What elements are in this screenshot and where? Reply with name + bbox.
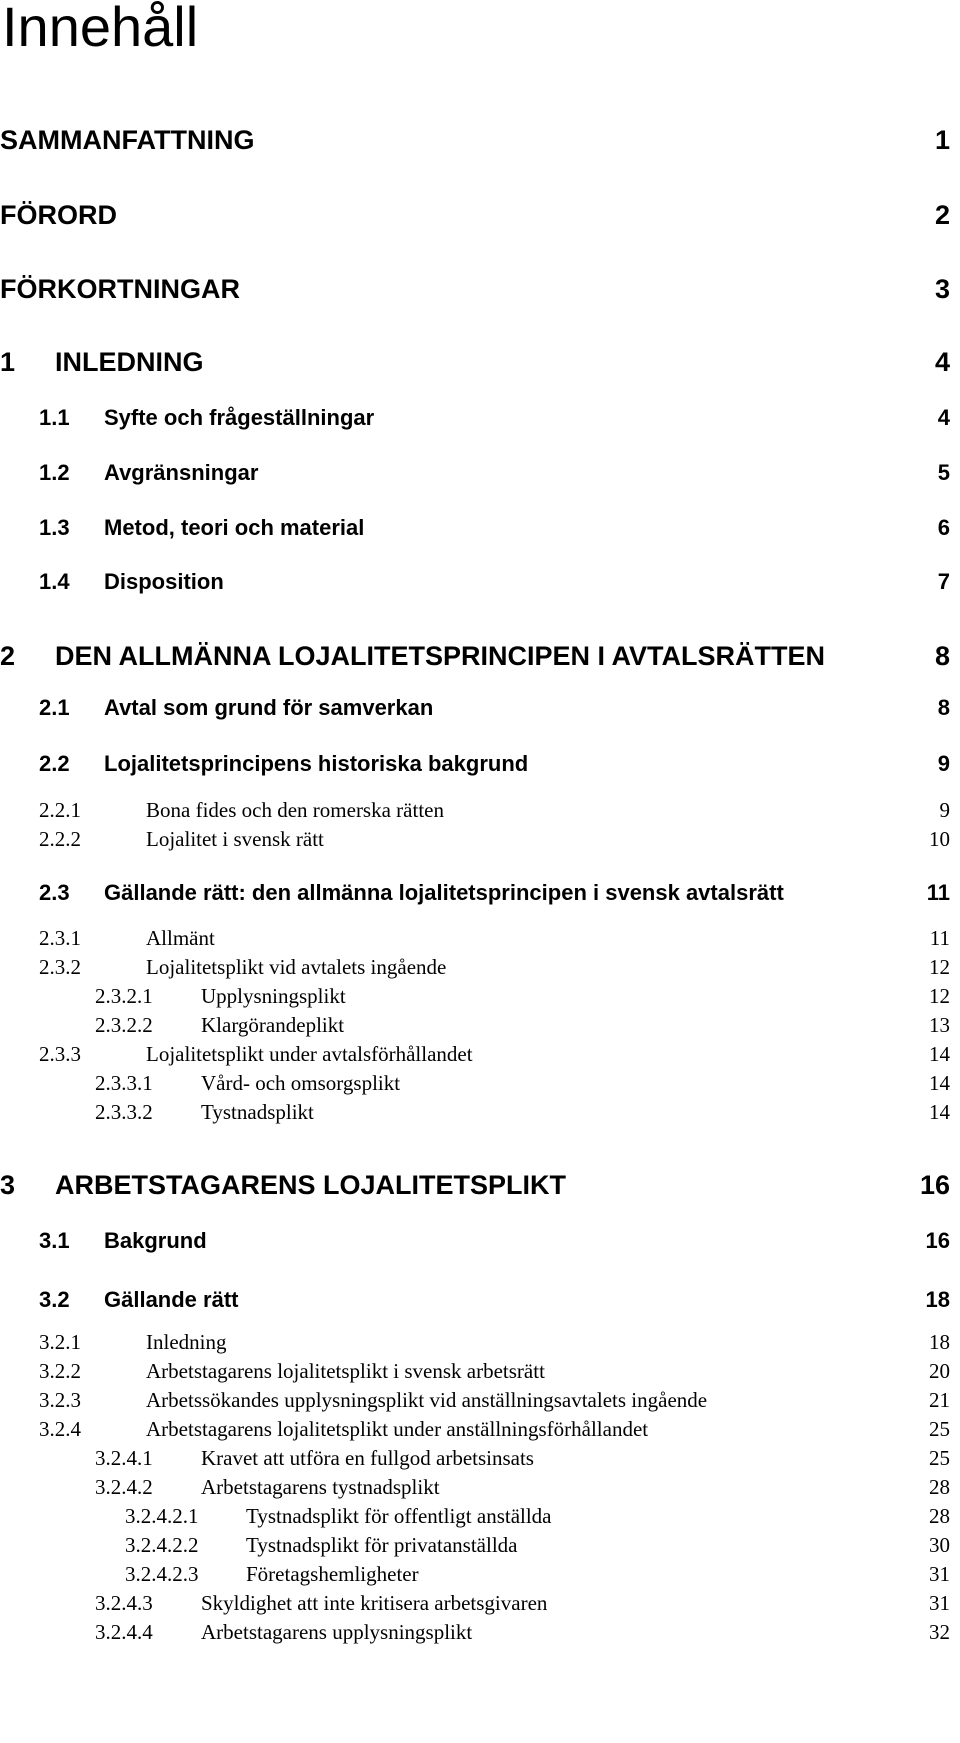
toc-entry-title: Vård- och omsorgsplikt [201,1071,401,1095]
toc-entry-page: 11 [926,880,950,905]
toc-entry[interactable] [0,459,950,487]
toc-entry[interactable] [0,983,950,1009]
toc-entry-title: Avgränsningar [104,460,259,485]
toc-entry-number: 3.2.4.3 [95,1591,153,1615]
page-title: Innehåll [2,0,199,58]
toc-entry-number: 3.2.1 [39,1330,81,1354]
toc-entry[interactable] [0,1329,950,1355]
toc-entry-page: 7 [937,569,950,594]
toc-entry[interactable] [0,404,950,432]
toc-entry[interactable] [0,1416,950,1442]
toc-entry-title: Lojalitet i svensk rätt [146,827,324,851]
toc-entry-title: Tystnadsplikt för privatanställda [246,1533,518,1557]
toc-entry[interactable] [0,1041,950,1067]
toc-entry-page: 6 [937,515,950,540]
toc-entry-number: 2.3.3.1 [95,1071,153,1095]
toc-entry-title: Skyldighet att inte kritisera arbetsgivaren [201,1591,548,1615]
toc-entry[interactable] [0,272,950,306]
toc-entry-number: 3 [0,1170,16,1200]
toc-entry-title: Inledning [146,1330,227,1354]
toc-entry-page: 18 [925,1287,950,1312]
toc-entry[interactable] [0,694,950,722]
toc-entry-number: 2.3.2.1 [95,984,153,1008]
toc-entry[interactable] [0,123,950,157]
toc-entry-number: 2 [0,641,16,671]
toc-entry-number: 3.2.4.2.3 [125,1562,199,1586]
toc-entry[interactable] [0,1070,950,1096]
toc-entry-number: 2.2.2 [39,827,81,851]
toc-entry-page: 13 [929,1013,950,1037]
toc-entry-page: 28 [929,1475,950,1499]
toc-entry-title: Arbetstagarens lojalitetsplikt under anställningsförhållandet [146,1417,649,1441]
toc-entry-page: 31 [929,1591,950,1615]
toc-entry-number: 1.1 [39,405,70,430]
toc-entry-title: Lojalitetsprincipens historiska bakgrund [104,751,529,776]
toc-entry[interactable] [0,750,950,778]
toc-entry-title: ARBETSTAGARENS LOJALITETSPLIKT [55,1170,567,1200]
toc-entry-page: 9 [937,751,950,776]
toc-entry-title: Lojalitetsplikt vid avtalets ingående [146,955,447,979]
toc-entry-page: 1 [934,125,950,155]
toc-entry-page: 25 [929,1417,950,1441]
toc-entry-number: 2.3.1 [39,926,81,950]
toc-entry-number: 2.1 [39,695,70,720]
toc-entry[interactable] [0,954,950,980]
toc-entry-page: 14 [929,1071,950,1095]
toc-entry-title: Arbetssökandes upplysningsplikt vid anställningsavtalets ingående [146,1388,708,1412]
toc-entry[interactable] [0,514,950,542]
toc-entry[interactable] [0,1590,950,1616]
toc-entry-title: Kravet att utföra en fullgod arbetsinsats [201,1446,534,1470]
toc-entry-title: INLEDNING [55,347,204,377]
toc-entry[interactable] [0,1532,950,1558]
toc-entry-page: 4 [934,347,950,377]
toc-entry-page: 5 [937,460,950,485]
toc-entry[interactable] [0,1474,950,1500]
toc-entry[interactable] [0,345,950,379]
toc-entry-page: 11 [929,926,950,950]
toc-entry[interactable] [0,1168,950,1202]
toc-entry-number: 3.2 [39,1287,70,1312]
toc-entry-title: Bakgrund [104,1228,207,1253]
toc-entry-number: 1 [0,347,16,377]
toc-entry-title: Disposition [104,569,224,594]
toc-entry-page: 16 [919,1170,950,1200]
toc-entry[interactable] [0,1358,950,1384]
toc-entry-page: 16 [925,1228,950,1253]
toc-entry-title: Avtal som grund för samverkan [104,695,434,720]
toc-entry-number: 2.2.1 [39,798,81,822]
toc-entry-number: 2.3.2.2 [95,1013,153,1037]
toc-entry-page: 8 [937,695,950,720]
toc-entry[interactable] [0,1099,950,1125]
toc-entry-number: 2.2 [39,751,70,776]
toc-entry-number: 3.2.4.2.2 [125,1533,199,1557]
toc-entry-number: 3.2.4.2.1 [125,1504,199,1528]
toc-entry-title: Upplysningsplikt [201,984,346,1008]
toc-entry-number: 2.3.3 [39,1042,81,1066]
toc-entry[interactable] [0,1387,950,1413]
toc-entry-title: Syfte och frågeställningar [104,405,375,430]
toc-entry-title: Gällande rätt [104,1287,239,1312]
toc-entry-page: 2 [934,200,950,230]
toc-entry-number: 1.4 [39,569,70,594]
toc-entry[interactable] [0,1503,950,1529]
toc-entry-number: 3.2.4.4 [95,1620,153,1644]
toc-entry[interactable] [0,797,950,823]
toc-entry-number: 3.2.4.2 [95,1475,153,1499]
toc-entry-page: 12 [929,955,950,979]
toc-entry-page: 25 [929,1446,950,1470]
toc-entry-page: 3 [934,274,950,304]
toc-entry-title: DEN ALLMÄNNA LOJALITETSPRINCIPEN I AVTALSRÄTTEN [55,641,825,671]
toc-entry-number: 3.2.4 [39,1417,81,1441]
toc-entry[interactable] [0,925,950,951]
toc-entry[interactable] [0,1012,950,1038]
toc-entry[interactable] [0,1227,950,1255]
toc-entry-title: Arbetstagarens upplysningsplikt [201,1620,473,1644]
toc-entry-page: 30 [929,1533,950,1557]
toc-entry[interactable] [0,639,950,673]
toc-entry-title: Lojalitetsplikt under avtalsförhållandet [146,1042,473,1066]
toc-entry[interactable] [0,826,950,852]
toc-entry-page: 10 [929,827,950,851]
toc-entry-page: 12 [929,984,950,1008]
toc-entry-number: 2.3.2 [39,955,81,979]
toc-entry[interactable] [0,879,950,907]
toc-entry-page: 14 [929,1100,950,1124]
toc-entry[interactable] [0,568,950,596]
toc-entry-title: FÖRKORTNINGAR [0,274,240,304]
toc-entry-page: 20 [929,1359,950,1383]
toc-entry-number: 3.2.2 [39,1359,81,1383]
toc-entry-title: Metod, teori och material [104,515,365,540]
toc-entry[interactable] [0,1286,950,1314]
toc-entry-title: Gällande rätt: den allmänna lojalitetsprincipen i svensk avtalsrätt [104,880,784,905]
toc-entry-title: Klargörandeplikt [201,1013,345,1037]
toc-entry-title: Allmänt [146,926,215,950]
toc-entry-page: 14 [929,1042,950,1066]
toc-entry-title: SAMMANFATTNING [0,125,255,155]
toc-entry-number: 3.2.3 [39,1388,81,1412]
toc-entry-title: Bona fides och den romerska rätten [146,798,444,822]
toc-entry-number: 2.3 [39,880,70,905]
toc-entry-number: 3.2.4.1 [95,1446,153,1470]
toc-entry-number: 3.1 [39,1228,70,1253]
toc-entry-page: 18 [929,1330,950,1354]
toc-entry[interactable] [0,1619,950,1645]
toc-entry-page: 8 [934,641,950,671]
toc-entry-title: Tystnadsplikt [201,1100,314,1124]
toc-entry-title: Tystnadsplikt för offentligt anställda [246,1504,552,1528]
toc-entry-page: 9 [939,798,950,822]
toc-entry-number: 1.2 [39,460,70,485]
toc-entry-page: 32 [929,1620,950,1644]
toc-entry-page: 4 [937,405,950,430]
toc-entry-page: 28 [929,1504,950,1528]
toc-entry-title: Arbetstagarens tystnadsplikt [201,1475,440,1499]
toc-entry-number: 2.3.3.2 [95,1100,153,1124]
toc-entry[interactable] [0,198,950,232]
toc-entry[interactable] [0,1445,950,1471]
toc-entry-page: 21 [929,1388,950,1412]
toc-entry[interactable] [0,1561,950,1587]
toc-entry-title: Företagshemligheter [246,1562,419,1586]
toc-entry-title: Arbetstagarens lojalitetsplikt i svensk arbetsrätt [146,1359,545,1383]
toc-entry-number: 1.3 [39,515,70,540]
toc-entry-title: FÖRORD [0,200,117,230]
toc-entry-page: 31 [929,1562,950,1586]
